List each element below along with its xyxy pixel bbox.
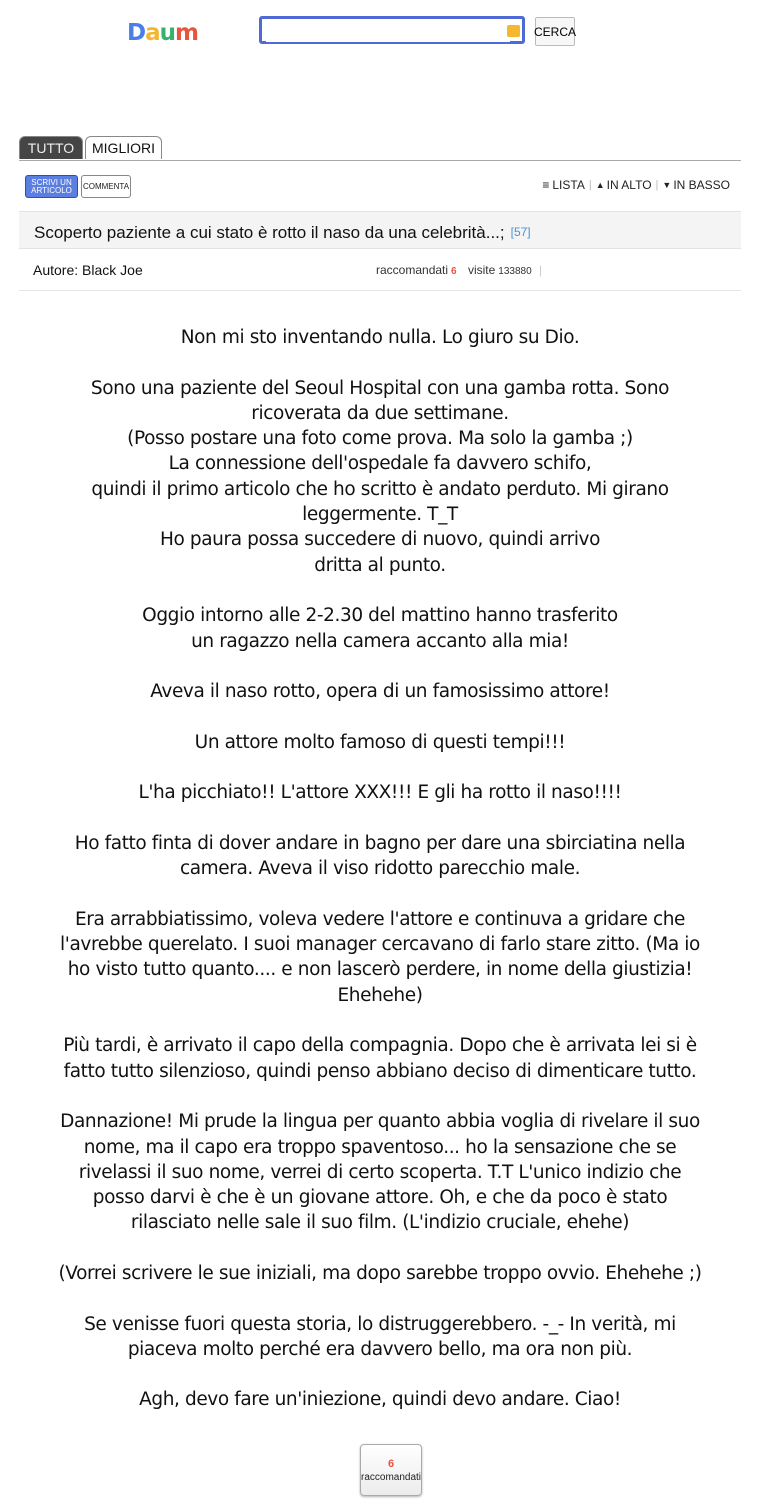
recommend-button[interactable]: [360, 1444, 422, 1496]
paragraph: Non mi sto inventando nulla. Lo giuro su Dio.: [180, 327, 580, 348]
paragraph: Aveva il naso rotto, opera di un famosissimo attore!: [150, 681, 610, 703]
daum-logo[interactable]: Daum: [127, 20, 198, 46]
tab-bar: [19, 136, 162, 159]
paragraph: L'ha picchiato!! L'attore XXX!!! E gli ha rotto il naso!!!!: [138, 782, 622, 804]
divider: |: [655, 179, 659, 191]
paragraph: Un attore molto famoso di questi tempi!!!: [194, 731, 566, 753]
search-input[interactable]: [266, 22, 510, 42]
paragraph: Dannazione! Mi prude la lingua per quanto abbia voglia di rivelare il suo nome, ma il capo era troppo spaventoso... ho la sensazione che se rivelassi il suo nome, verrei di certo scoperta. T.T L'unico indizio che posso darvi è che è un giovane attore. Oh, e che da poco è stato rilasciato nelle sale il suo film. (L'indizio cruciale, ehehe): [60, 1111, 700, 1234]
recommend-button-count: 6: [387, 1457, 395, 1470]
recommend-label: raccomandati: [376, 263, 449, 277]
paragraph: Più tardi, è arrivato il capo della compagnia. Dopo che è arrivata lei si è fatto tutto silenzioso, quindi penso abbiano deciso di dimenticare tutto.: [63, 1035, 697, 1082]
views-label: visite: [467, 263, 496, 277]
list-link[interactable]: LISTA: [552, 178, 585, 192]
paragraph: Se venisse fuori questa storia, lo distruggerebbero. -_- In verità, mi piaceva molto perché era davvero bello, ma ora non più.: [84, 1313, 676, 1360]
comment-button[interactable]: COMMENTA: [81, 175, 131, 198]
list-icon: ≡: [542, 178, 550, 192]
top-link[interactable]: IN ALTO: [606, 178, 652, 192]
post-body: [40, 325, 720, 1438]
post-title: [34, 223, 531, 243]
divider: |: [588, 179, 592, 191]
post-meta: [19, 258, 741, 291]
paragraph: Sono una paziente del Seoul Hospital con una gamba rotta. Sono ricoverata da due settimane. (Posso postare una foto come prova. Ma solo la gamba ;) La connessione dell'ospedale fa davvero schifo, quindi il primo articolo che ho scritto è andato perduto. Mi girano leggermente. T_T Ho paura possa succedere di nuovo, quindi arrivo dritta al punto.: [90, 377, 670, 576]
author-label: Autore: Black Joe: [33, 262, 143, 278]
search-icon[interactable]: [507, 25, 520, 37]
recommend-button-label: raccomandati: [360, 1471, 422, 1483]
post-stats: [376, 263, 542, 277]
tab-all[interactable]: TUTTO: [19, 136, 83, 159]
divider: |: [539, 263, 543, 277]
search-box: [259, 16, 525, 44]
paragraph: Oggio intorno alle 2-2.30 del mattino hanno trasferito un ragazzo nella camera accanto alla mia!: [142, 605, 618, 652]
post-title-text: Scoperto paziente a cui stato è rotto il naso da una celebrità...;: [34, 223, 505, 242]
tab-best[interactable]: MIGLIORI: [85, 136, 162, 159]
post-title-bar: [19, 211, 741, 249]
comment-count-link[interactable]: [57]: [510, 225, 531, 239]
views-count: 133880: [498, 266, 532, 277]
paragraph: Ho fatto finta di dover andare in bagno per dare una sbirciatina nella camera. Aveva il viso ridotto parecchio male.: [74, 832, 686, 880]
recommend-count: 6: [451, 266, 457, 277]
post-navigation: [542, 178, 730, 192]
paragraph: (Vorrei scrivere le sue iniziali, ma dopo sarebbe troppo ovvio. Ehehehe ;): [58, 1262, 702, 1284]
paragraph: Agh, devo fare un'iniezione, quindi devo andare. Ciao!: [139, 1389, 621, 1411]
arrow-down-icon: ▼: [662, 180, 672, 190]
arrow-up-icon: ▲: [595, 180, 605, 190]
bottom-link[interactable]: IN BASSO: [673, 178, 730, 192]
paragraph: Era arrabbiatissimo, voleva vedere l'attore e continuva a gridare che l'avrebbe querelato. I suoi manager cercavano di farlo stare zitto. (Ma io ho visto tutto quanto.... e non lascerò perdere, in nome della giustizia! Ehehehe): [60, 908, 700, 1006]
search-button[interactable]: CERCA: [535, 17, 575, 46]
write-article-button[interactable]: SCRIVI UN ARTICOLO: [25, 175, 78, 198]
tab-divider: [19, 160, 741, 161]
